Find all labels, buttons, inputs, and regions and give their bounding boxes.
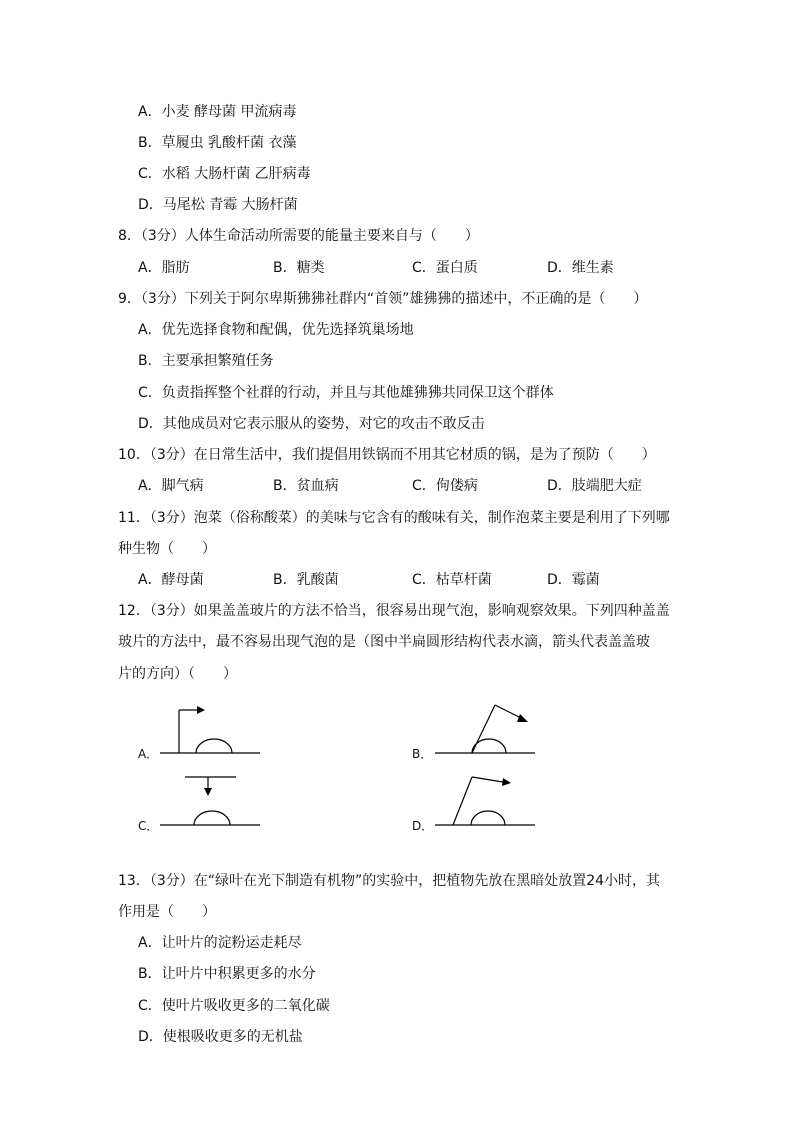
q8-stem: 8．（3分）人体生命活动所需要的能量主要来自与（ ） <box>118 228 479 244</box>
q11-stem-line1: 11．（3分）泡菜（俗称酸菜）的美味与它含有的酸味有关，制作泡菜主要是利用了下列哪 <box>118 510 670 526</box>
q9-option-d: D．其他成员对它表示服从的姿势，对它的攻击不敢反击 <box>138 416 485 432</box>
q10-option-b: B．贫血病 <box>273 478 339 494</box>
q12-figure-c-label: C． <box>138 819 159 833</box>
q13-option-d: D．使根吸收更多的无机盐 <box>138 1029 303 1045</box>
q8-option-c: C．蛋白质 <box>412 260 478 276</box>
q7-option-b: B．草履虫 乳酸杆菌 衣藻 <box>138 135 297 151</box>
q8-option-a: A．脂肪 <box>138 260 190 276</box>
q13-stem-line2: 作用是（ ） <box>118 904 216 920</box>
q9-option-c: C．负责指挥整个社群的行动，并且与其他雄狒狒共同保卫这个群体 <box>138 385 554 401</box>
q11-option-a: A．酵母菌 <box>138 572 204 588</box>
q12-figure-b-label: B． <box>412 747 433 761</box>
q12-stem-line2: 玻片的方法中，最不容易出现气泡的是（图中半扁圆形结构代表水滴，箭头代表盖盖玻 <box>118 634 650 650</box>
q11-option-b: B．乳酸菌 <box>273 572 339 588</box>
q9-stem: 9．（3分）下列关于阿尔卑斯狒狒社群内“首领”雄狒狒的描述中，不正确的是（ ） <box>118 291 648 307</box>
q12-stem-line3: 片的方向）（ ） <box>118 666 237 682</box>
q10-option-d: D．肢端肥大症 <box>547 478 642 494</box>
q8-option-d: D．维生素 <box>547 260 614 276</box>
q12-figure-c <box>150 772 265 832</box>
q11-option-c: C．枯草杆菌 <box>412 572 492 588</box>
q12-figure-a-label: A． <box>138 747 159 761</box>
q10-option-a: A．脚气病 <box>138 478 204 494</box>
q13-option-b: B．让叶片中积累更多的水分 <box>138 966 316 982</box>
q10-option-c: C．佝偻病 <box>412 478 478 494</box>
q7-option-a: A．小麦 酵母菌 甲流病毒 <box>138 104 297 120</box>
q9-option-a: A．优先选择食物和配偶，优先选择筑巢场地 <box>138 322 414 338</box>
q7-option-c: C．水稻 大肠杆菌 乙肝病毒 <box>138 166 311 182</box>
q12-figure-d-label: D． <box>412 819 434 833</box>
q11-stem-line2: 种生物（ ） <box>118 541 216 557</box>
q10-stem: 10．（3分）在日常生活中，我们提倡用铁锅而不用其它材质的锅，是为了预防（ ） <box>118 447 656 463</box>
q8-option-b: B．糖类 <box>273 260 325 276</box>
q12-stem-line1: 12．（3分）如果盖盖玻片的方法不恰当，很容易出现气泡，影响观察效果。下列四种盖盖 <box>118 603 670 619</box>
q12-figure-d <box>425 772 540 832</box>
q11-option-d: D．霉菌 <box>547 572 600 588</box>
q13-stem-line1: 13．（3分）在“绿叶在光下制造有机物”的实验中，把植物先放在黑暗处放置24小时，其 <box>118 873 661 889</box>
q12-figure-b <box>425 700 540 760</box>
q13-option-c: C．使叶片吸收更多的二氧化碳 <box>138 998 330 1014</box>
q13-option-a: A．让叶片的淀粉运走耗尽 <box>138 935 302 951</box>
q12-figure-a <box>150 700 265 760</box>
q9-option-b: B．主要承担繁殖任务 <box>138 353 274 369</box>
q7-option-d: D．马尾松 青霉 大肠杆菌 <box>138 197 298 213</box>
